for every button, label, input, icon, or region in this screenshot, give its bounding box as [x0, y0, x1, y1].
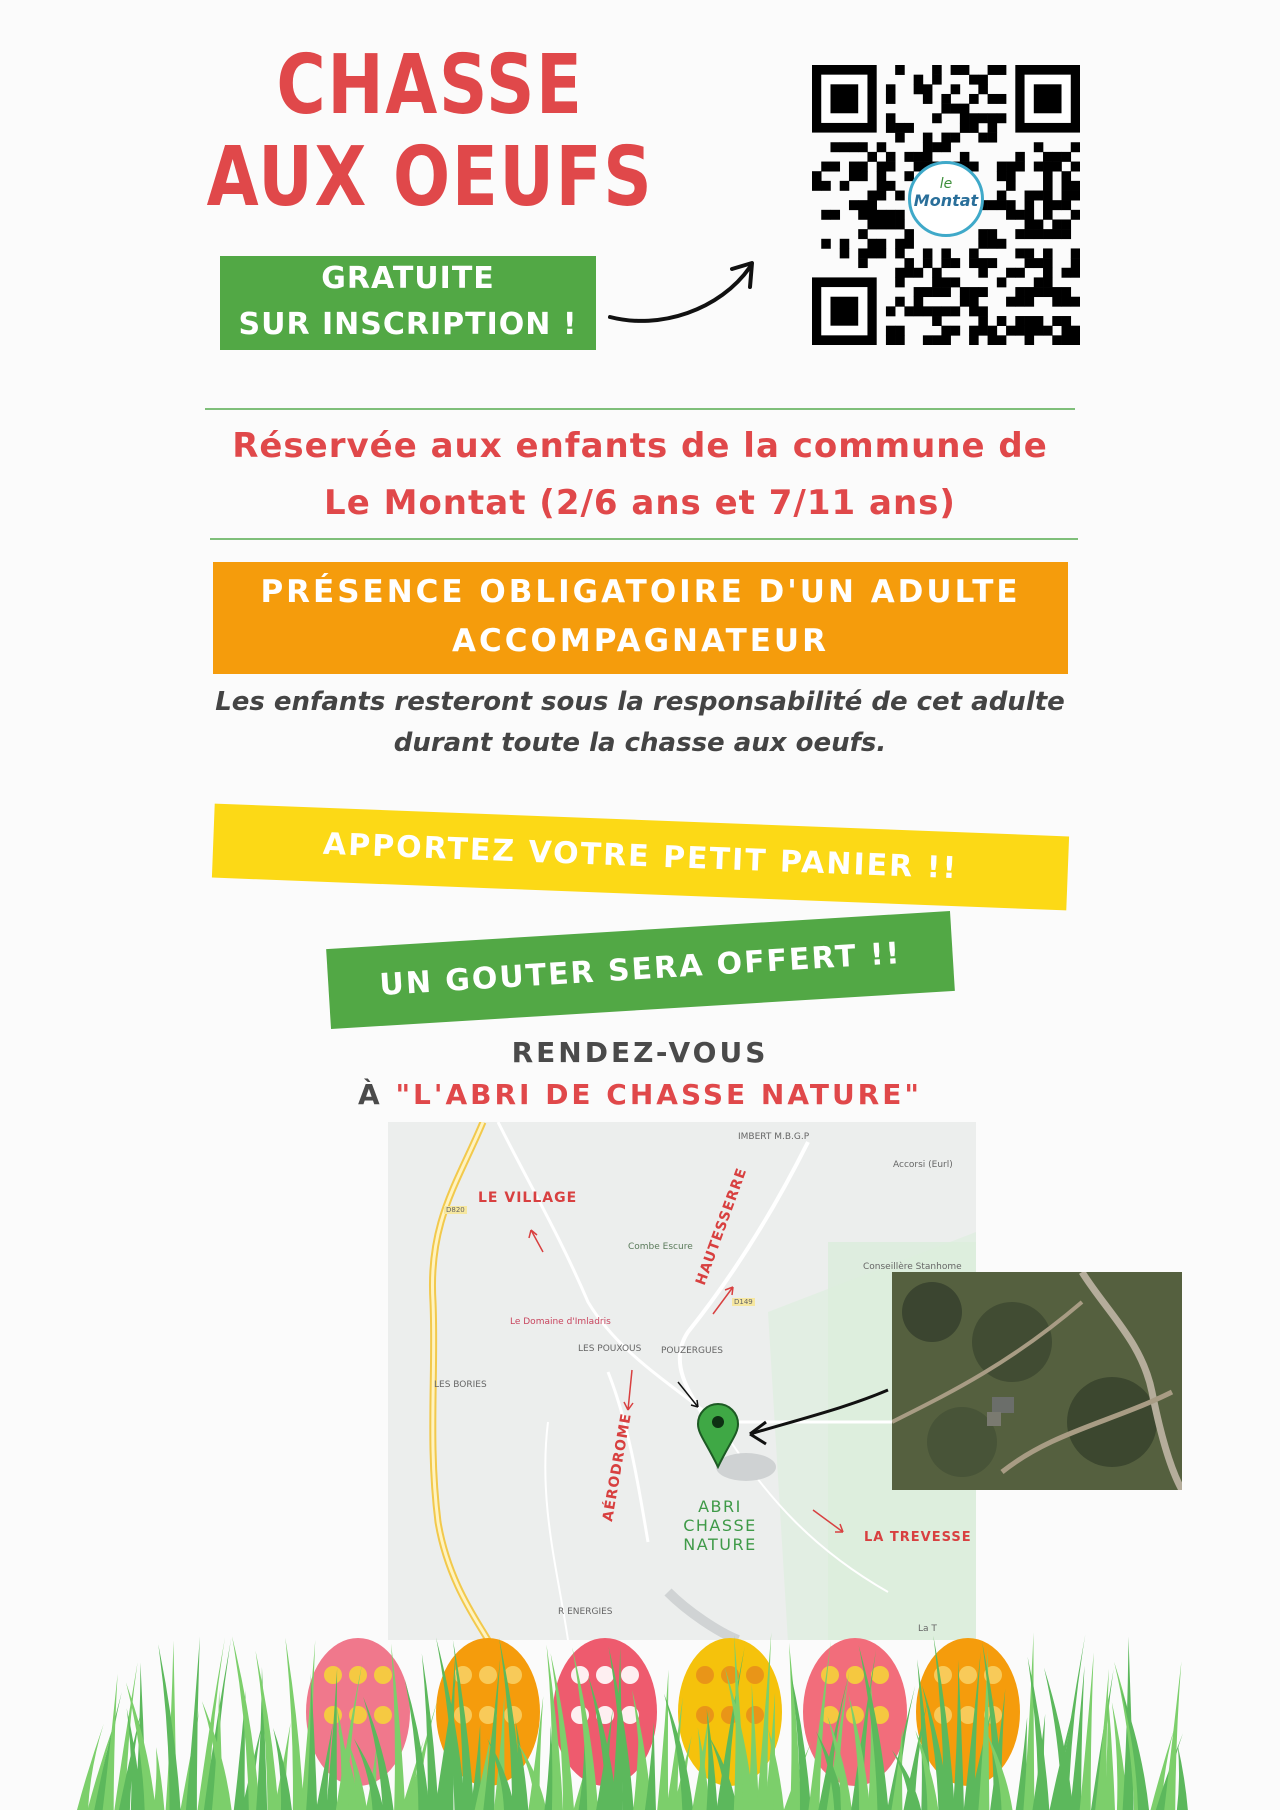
logo-name-text: Montat [913, 191, 979, 210]
meeting-place-line [340, 1074, 940, 1116]
badge-line-1: GRATUITE [321, 261, 495, 296]
map-label-trevesse: LA TREVESSE [864, 1530, 972, 1545]
satellite-view [892, 1272, 1182, 1490]
meeting-point [340, 1032, 940, 1116]
meeting-place: "L'ABRI DE CHASSE NATURE" [395, 1078, 922, 1111]
place-pouzergues: POUZERGUES [661, 1346, 724, 1356]
road-d149: D149 [734, 1298, 753, 1306]
eligibility-line-1: Réservée aux enfants de la commune de [232, 426, 1048, 466]
curved-arrow-icon [600, 245, 770, 335]
le-montat-logo [908, 161, 984, 237]
place-conseillere: Conseillère Stanhome [863, 1262, 962, 1272]
place-la-t: La T [918, 1624, 937, 1634]
map-label-aerodrome: AÉRODROME [600, 1411, 635, 1523]
free-registration-badge [220, 256, 596, 350]
abri-line-2: CHASSE NATURE [683, 1516, 757, 1554]
easter-eggs-grass [0, 1600, 1280, 1810]
eligibility-text [200, 418, 1080, 532]
place-pouxous: LES POUXOUS [578, 1344, 642, 1354]
responsibility-note [200, 682, 1080, 764]
road-d820: D820 [446, 1206, 465, 1214]
divider-top [205, 408, 1075, 410]
map-label-village: LE VILLAGE [478, 1190, 578, 1206]
satellite-terrain [892, 1272, 1182, 1490]
map-label-abri [650, 1497, 790, 1554]
logo-small-text: le [939, 176, 953, 192]
abri-line-1: ABRI [698, 1497, 742, 1516]
map-label-hautesserre: HAUTESSERRE [693, 1165, 751, 1288]
responsibility-line-2: durant toute la chasse aux oeufs. [393, 728, 887, 758]
basket-banner: APPORTEZ VOTRE PETIT PANIER !! [212, 804, 1069, 911]
divider-bottom [210, 538, 1078, 540]
place-accorsi: Accorsi (Eurl) [893, 1160, 953, 1170]
page-title: CHASSE AUX OEUFS [206, 38, 654, 225]
snack-banner: UN GOUTER SERA OFFERT !! [326, 911, 955, 1029]
adult-banner-line-2: ACCOMPAGNATEUR [452, 623, 829, 659]
eligibility-line-2: Le Montat (2/6 ans et 7/11 ans) [324, 483, 956, 523]
adult-banner-line-1: PRÉSENCE OBLIGATOIRE D'UN ADULTE [260, 574, 1021, 610]
place-domaine: Le Domaine d'Imladris [510, 1317, 611, 1327]
adult-required-banner [213, 562, 1068, 674]
responsibility-line-1: Les enfants resteront sous la responsabilité de cet adulte [215, 687, 1065, 717]
badge-line-2: SUR INSCRIPTION ! [238, 307, 578, 342]
place-combe-escure: Combe Escure [628, 1242, 693, 1252]
rendezvous-heading: RENDEZ-VOUS [511, 1036, 769, 1069]
place-bories: LES BORIES [434, 1380, 487, 1390]
place-renergies: R ENERGIES [558, 1607, 613, 1617]
location-map[interactable] [388, 1122, 976, 1640]
meeting-prefix: À [358, 1078, 383, 1111]
registration-qr-code[interactable] [812, 65, 1080, 345]
place-imbert: IMBERT M.B.G.P [738, 1132, 810, 1142]
